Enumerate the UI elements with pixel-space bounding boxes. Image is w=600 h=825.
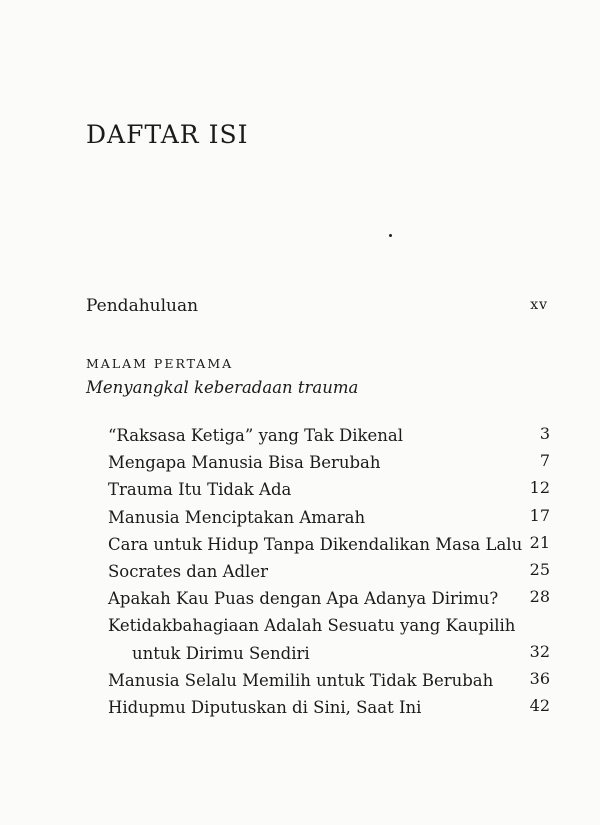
toc-entry bbox=[108, 504, 550, 531]
toc-entry bbox=[108, 476, 550, 503]
toc-entry-page: 42 bbox=[529, 695, 550, 715]
toc-entry-page: 12 bbox=[529, 478, 550, 498]
toc-entry-continuation bbox=[108, 640, 550, 667]
section-subtitle: Menyangkal keberadaan trauma bbox=[86, 378, 359, 397]
toc-entry-page: 7 bbox=[539, 451, 550, 471]
toc-entry bbox=[108, 612, 550, 639]
toc-entry-pendahuluan bbox=[86, 296, 548, 316]
toc-entry-label: Hidupmu Diputuskan di Sini, Saat Ini bbox=[108, 697, 422, 717]
toc-entry bbox=[108, 449, 550, 476]
toc-entry-page: 32 bbox=[529, 641, 550, 661]
section-heading: MALAM PERTAMA bbox=[86, 356, 234, 371]
toc-entry-label: Cara untuk Hidup Tanpa Dikendalikan Masa Lalu bbox=[108, 534, 523, 554]
toc-entry-label: Manusia Menciptakan Amarah bbox=[108, 507, 366, 527]
page-title: DAFTAR ISI bbox=[86, 120, 249, 149]
toc-entry bbox=[108, 585, 550, 612]
toc-entry bbox=[108, 531, 550, 558]
toc-entry bbox=[108, 694, 550, 721]
toc-entry-page: 36 bbox=[529, 668, 550, 688]
toc-entry-label: Apakah Kau Puas dengan Apa Adanya Dirimu? bbox=[108, 589, 499, 609]
toc-entry bbox=[108, 667, 550, 694]
toc-entry-label: Pendahuluan bbox=[86, 296, 199, 316]
toc-entry-label: untuk Dirimu Sendiri bbox=[132, 643, 310, 663]
toc-entries bbox=[108, 422, 550, 721]
toc-entry-label: Ketidakbahagiaan Adalah Sesuatu yang Kaupilih bbox=[108, 616, 516, 636]
toc-entry-page: 28 bbox=[529, 587, 550, 607]
decorative-dot bbox=[389, 234, 392, 237]
toc-entry-label: Manusia Selalu Memilih untuk Tidak Berubah bbox=[108, 670, 494, 690]
toc-entry-page: 21 bbox=[529, 532, 550, 552]
toc-entry-label: Socrates dan Adler bbox=[108, 561, 268, 581]
toc-entry-page: 3 bbox=[539, 424, 550, 443]
toc-entry-label: Trauma Itu Tidak Ada bbox=[108, 480, 292, 500]
toc-entry-label: Mengapa Manusia Bisa Berubah bbox=[108, 453, 381, 473]
toc-entry-page: 17 bbox=[529, 505, 550, 525]
toc-entry-label: “Raksasa Ketiga” yang Tak Dikenal bbox=[108, 426, 403, 445]
toc-entry-page: 25 bbox=[529, 559, 550, 579]
toc-entry bbox=[108, 558, 550, 585]
toc-entry bbox=[108, 422, 550, 449]
toc-entry-page: xv bbox=[530, 297, 548, 313]
